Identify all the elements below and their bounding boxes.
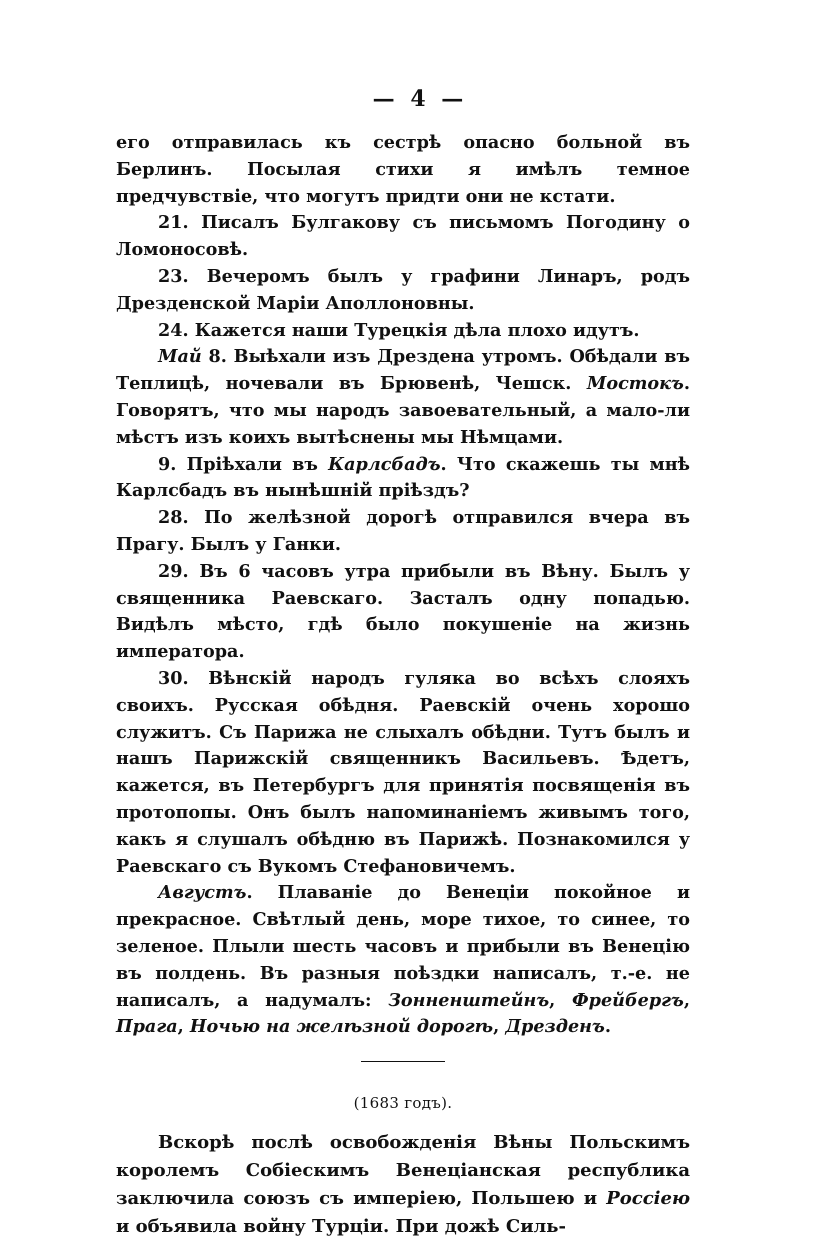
italic-text: Ночью на желѣзной дорогѣ: [189, 1016, 494, 1038]
text-run: его отправилась къ сестрѣ опасно больной въ Берлинъ. Посылая стихи я имѣлъ темное предчувствіе, что могутъ придти они не кстати.: [116, 132, 690, 207]
text-run: . Плаваніе до Венеціи покойное и прекрасное. Свѣтлый день, море тихое, то синее, то зеленое. Плыли шесть часовъ и прибыли въ Венецію въ полдень. Въ разныя поѣздки написалъ, т.-е. не написалъ, а надумалъ:: [116, 882, 690, 1011]
diary-entries: [116, 130, 690, 1041]
text-run: 8. Выѣхали изъ Дрездена утромъ. Обѣдали въ Теплицѣ, ночевали въ Брювенѣ, Чешск.: [116, 346, 690, 395]
text-run: ,: [493, 1016, 506, 1038]
text-run: ,: [549, 989, 572, 1011]
italic-text: Россіею: [606, 1187, 690, 1209]
text-run: 30. Вѣнскій народъ гуляка во всѣхъ слояхъ своихъ. Русская обѣдня. Раевскій очень хорошо служитъ. Съ Парижа не слыхалъ обѣдни. Тутъ былъ и нашъ Парижскій священникъ Васильевъ. Ѣдетъ, кажется, въ Петербургъ для принятія посвященія въ протопопы. Онъ былъ напоминаніемъ живымъ того, какъ я слушалъ обѣдню въ Парижѣ. Познакомился у Раевскаго съ Вукомъ Стефановичемъ.: [116, 667, 690, 877]
italic-text: Май: [158, 346, 202, 368]
paragraph-p3: [116, 264, 690, 318]
italic-text: Прага: [116, 1016, 178, 1038]
text-run: 23. Вечеромъ былъ у графини Линаръ, родъ Дрезденской Маріи Аполлоновны.: [116, 265, 690, 314]
text-run: .: [604, 1016, 611, 1038]
paragraph-p7: [116, 505, 690, 559]
paragraph-p4: [116, 318, 690, 345]
section-divider: [361, 1061, 445, 1062]
italic-text: Карлсбадъ: [328, 453, 441, 475]
paragraph-s1: [116, 1129, 690, 1241]
text-run: 21. Писалъ Булгакову съ письмомъ Погодину о Ломоносовѣ.: [116, 212, 690, 261]
text-run: и объявила войну Турціи. При дожѣ Силь-: [116, 1215, 566, 1237]
text-run: . Что скажешь ты мнѣ Карлсбадъ въ нынѣшній пріѣздъ?: [116, 453, 690, 502]
paragraph-p10: [116, 880, 690, 1041]
text-run: 24. Кажется наши Турецкія дѣла плохо идутъ.: [158, 319, 640, 341]
paragraph-p2: [116, 210, 690, 264]
page-body: [116, 130, 690, 1241]
paragraph-p6: [116, 452, 690, 506]
italic-text: Зонненштейнъ: [388, 989, 550, 1011]
text-run: 28. По желѣзной дорогѣ отправился вчера въ Прагу. Былъ у Ганки.: [116, 507, 690, 555]
text-run: Вскорѣ послѣ освобожденія Вѣны Польскимъ королемъ Собіескимъ Венеціанская республика заключила союзъ съ имперіею, Польшею и: [116, 1131, 690, 1209]
italic-text: Августъ: [158, 882, 247, 904]
text-run: 9. Пріѣхали въ: [158, 453, 329, 475]
text-run: ,: [177, 1016, 190, 1038]
paragraph-p9: [116, 666, 690, 880]
text-run: 29. Въ 6 часовъ утра прибыли въ Вѣну. Былъ у священника Раевскаго. Засталъ одну попадью. Видѣлъ мѣсто, гдѣ было покушеніе на жизнь императора.: [116, 560, 690, 663]
italic-text: Дрезденъ: [505, 1016, 605, 1038]
section-text: [116, 1129, 690, 1241]
paragraph-p8: [116, 559, 690, 666]
italic-text: Фрейбергъ: [571, 989, 684, 1011]
text-run: ,: [683, 989, 690, 1011]
paragraph-p1: [116, 130, 690, 210]
italic-text: Мостокъ: [586, 373, 684, 395]
paragraph-p5: [116, 344, 690, 451]
text-run: . Говорятъ, что мы народъ завоевательный, а мало-ли мѣстъ изъ коихъ вытѣснены мы Нѣмцами.: [116, 373, 690, 448]
section-heading: (1683 годъ).: [353, 1094, 453, 1113]
page-number: — 4 —: [372, 86, 468, 112]
